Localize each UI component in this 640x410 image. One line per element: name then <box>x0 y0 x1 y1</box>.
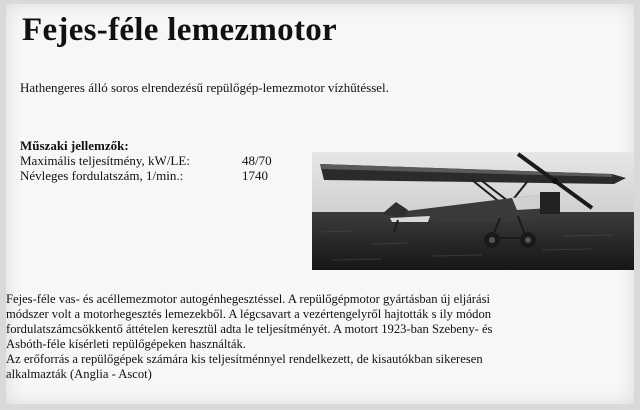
subtitle: Hathengeres álló soros elrendezésű repülőgép-lemezmotor vízhűtéssel. <box>20 80 389 95</box>
page-title: Fejes-féle lemezmotor <box>22 12 337 48</box>
spec-value: 1740 <box>242 168 268 183</box>
spec-value: 48/70 <box>242 153 272 168</box>
description-line: Asbóth-féle kísérleti repülőgépeken használták. <box>6 337 246 351</box>
description-text <box>6 292 634 382</box>
spec-label: Maximális teljesítmény, kW/LE: <box>20 153 190 168</box>
spec-row-rpm <box>20 168 272 183</box>
airplane-illustration <box>312 152 634 270</box>
description-line: módszer volt a motorhegesztés lemezekből. A légcsavart a vezértengelyről hajtották s ily módon <box>6 307 492 321</box>
description-line: Fejes-féle vas- és acéllemezmotor autogénhegesztéssel. A repülőgépmotor gyártásban új eljárási <box>6 292 490 306</box>
description-line: Az erőforrás a repülőgépek számára kis teljesítménnyel rendelkezett, de kisautókban sikeresen <box>6 352 483 366</box>
description-line: alkalmazták (Anglia - Ascot) <box>6 367 152 381</box>
airplane-photo <box>312 152 634 270</box>
specs-block <box>20 138 272 183</box>
specs-heading: Műszaki jellemzők: <box>20 138 129 153</box>
spec-label: Névleges fordulatszám, 1/min.: <box>20 168 184 183</box>
spec-row-power <box>20 153 272 168</box>
description-line: fordulatszámcsökkentő áttételen keresztül adta le teljesítményét. A motort 1923-ban Szebeny- és <box>6 322 493 336</box>
engine <box>540 192 560 214</box>
